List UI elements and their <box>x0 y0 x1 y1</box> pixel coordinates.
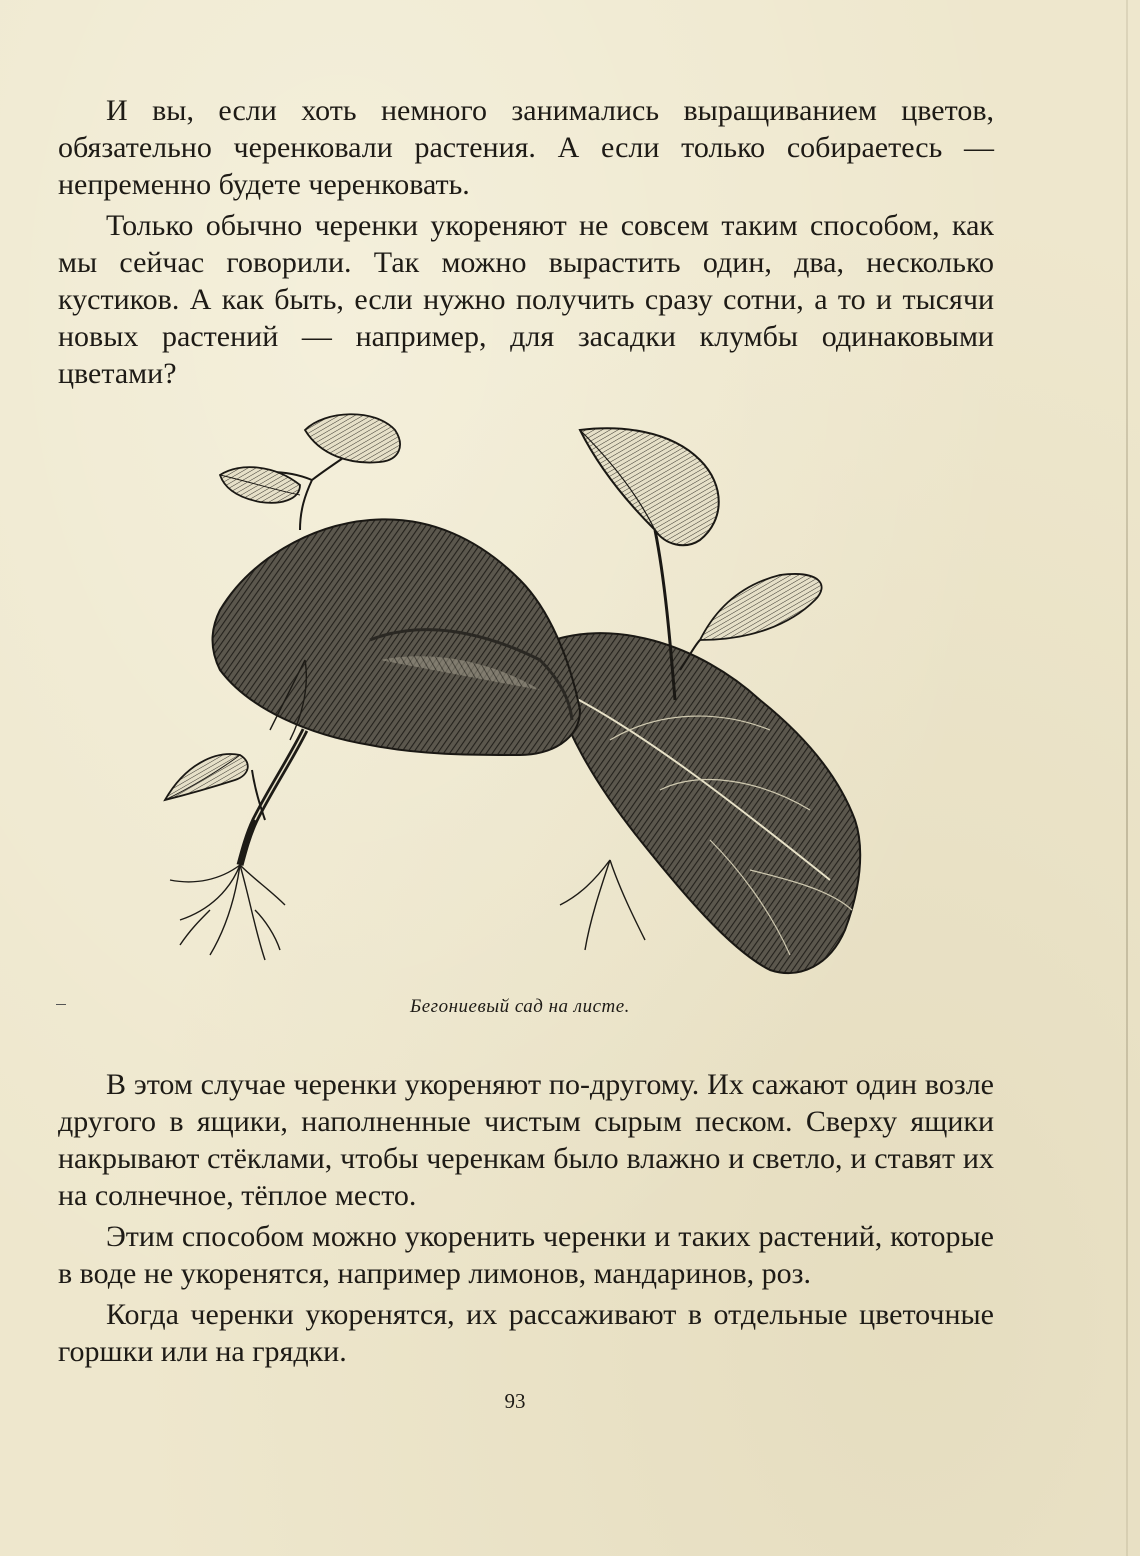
figure-caption: Бегониевый сад на листе. <box>410 996 630 1017</box>
paragraph-5: Когда черенки укоренятся, их рассаживают в отдельные цветочные горшки или на грядки. <box>58 1298 994 1368</box>
soil-mound <box>213 519 581 755</box>
top-left-seedling <box>220 414 400 530</box>
paragraph-1: И вы, если хоть немного занимались выращиванием цветов, обязательно черенковали растения. А если только собираетесь — непременно будете черенковать. <box>58 94 994 201</box>
paragraph-4: Этим способом можно укоренить черенки и таких растений, которые в воде не укоренятся, например лимонов, мандаринов, роз. <box>58 1220 994 1290</box>
begonia-leaf-illustration <box>140 410 880 985</box>
page-number: 93 <box>504 1389 526 1413</box>
paragraph-2: Только обычно черенки укореняют не совсем таким способом, как мы сейчас говорили. Так можно вырастить один, два, несколько кустиков. А как быть, если нужно получить сразу сотни, а то и тысячи новых растений — например, для засадки клумбы одинаковыми цветами? <box>58 209 994 390</box>
page-edge-shadow <box>1126 0 1128 1556</box>
big-leaf <box>540 633 860 973</box>
top-text-block <box>58 92 994 396</box>
paragraph-3: В этом случае черенки укореняют по-другому. Их сажают один возле другого в ящики, наполненные чистым сырым песком. Сверху ящики накрывают стёклами, чтобы черенкам было влажно и светло, и ставят их на солнечное, тёплое место. <box>58 1068 994 1212</box>
small-leaf-left <box>165 754 265 820</box>
bottom-text-block <box>58 1066 994 1374</box>
